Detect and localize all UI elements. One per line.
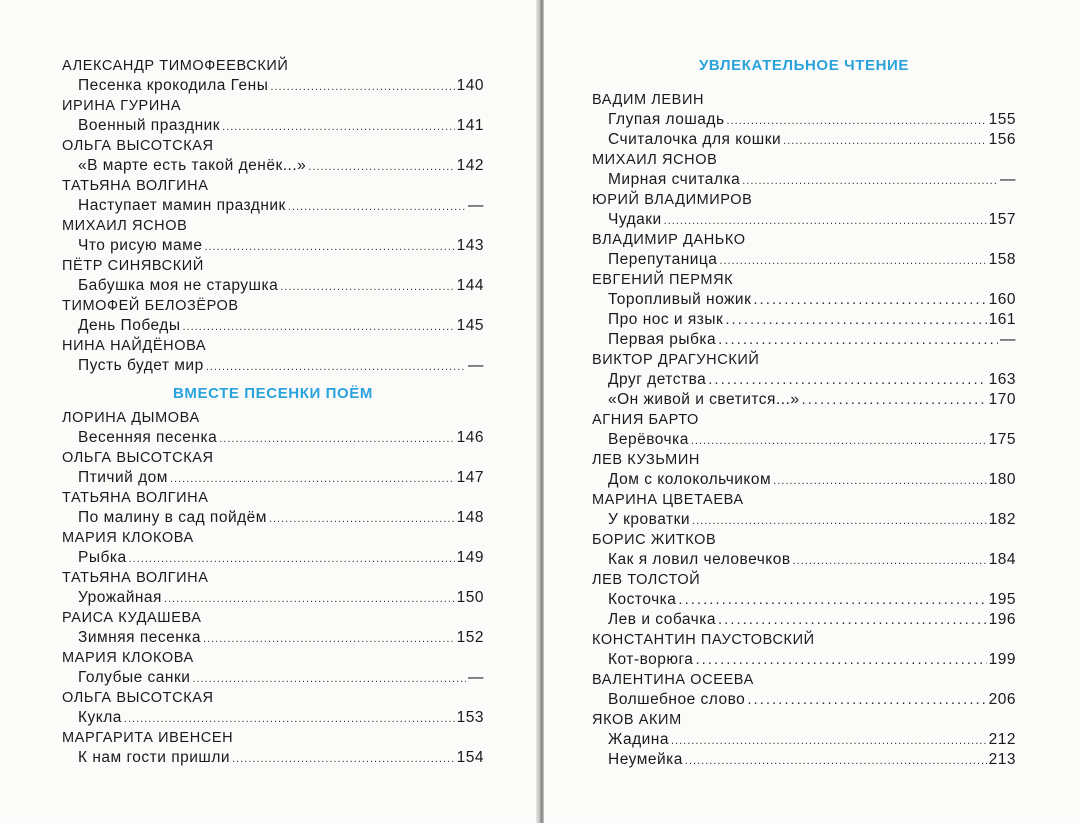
- toc-entry-page: —: [468, 357, 484, 374]
- toc-entry: [592, 110, 1016, 130]
- toc-entry-page: 196: [988, 611, 1016, 628]
- toc-entry-title: Мирная считалка: [608, 171, 741, 188]
- toc-entry-page: 140: [456, 77, 484, 94]
- dot-leader: [232, 749, 455, 769]
- toc-entry: [592, 750, 1016, 770]
- toc-entry: [592, 290, 1016, 310]
- right-section-heading-block: [592, 56, 1016, 90]
- toc-entry-page: 184: [988, 551, 1016, 568]
- toc-author: ЮРИЙ ВЛАДИМИРОВ: [592, 192, 753, 208]
- toc-entry-page: 146: [456, 429, 484, 446]
- toc-entry-page: 150: [456, 589, 484, 606]
- toc-entry-page: 161: [988, 311, 1016, 328]
- toc-entry: [592, 470, 1016, 490]
- toc-entry-title: Считалочка для кошки: [608, 131, 782, 148]
- toc-entry-title: Что рисую маме: [78, 237, 203, 254]
- toc-entry: [62, 508, 484, 528]
- toc-entry-title: Песенка крокодила Гены: [78, 77, 269, 94]
- dot-leader: [747, 690, 986, 710]
- dot-leader: [718, 330, 998, 350]
- toc-entry: [62, 316, 484, 336]
- toc-author: ВИКТОР ДРАГУНСКИЙ: [592, 352, 760, 368]
- toc-entry-page: 142: [456, 157, 484, 174]
- toc-entry-title: К нам гости пришли: [78, 749, 231, 766]
- toc-entry: [62, 76, 484, 96]
- left-toc-column: [62, 56, 484, 768]
- toc-entry: [62, 628, 484, 648]
- toc-entry: [62, 196, 484, 216]
- toc-entry-page: 195: [988, 591, 1016, 608]
- toc-entry-page: 153: [456, 709, 484, 726]
- toc-entry: [62, 156, 484, 176]
- right-page: [544, 0, 1080, 823]
- toc-entry-title: Как я ловил человечков: [608, 551, 791, 568]
- toc-entry: [62, 708, 484, 728]
- toc-author: ТАТЬЯНА ВОЛГИНА: [62, 490, 209, 506]
- dot-leader: [692, 511, 987, 531]
- toc-author: МИХАИЛ ЯСНОВ: [62, 218, 188, 234]
- toc-entry-page: 158: [988, 251, 1016, 268]
- toc-author: ВАЛЕНТИНА ОСЕЕВА: [592, 672, 754, 688]
- toc-author: НИНА НАЙДЁНОВА: [62, 338, 207, 354]
- toc-author: ТАТЬЯНА ВОЛГИНА: [62, 178, 209, 194]
- dot-leader: [222, 117, 455, 137]
- toc-entry: [62, 468, 484, 488]
- dot-leader: [170, 469, 455, 489]
- toc-entry: [592, 130, 1016, 150]
- dot-leader: [129, 549, 455, 569]
- dot-leader: [695, 650, 986, 670]
- toc-entry-title: Друг детства: [608, 371, 707, 388]
- toc-entry: [592, 310, 1016, 330]
- toc-entry-page: 170: [988, 391, 1016, 408]
- dot-leader: [708, 370, 986, 390]
- toc-entry: [62, 428, 484, 448]
- toc-entry: [592, 330, 1016, 350]
- toc-entry-title: Кукла: [78, 709, 122, 726]
- toc-entry: [592, 210, 1016, 230]
- toc-entry-title: Косточка: [608, 591, 677, 608]
- toc-entry: [62, 588, 484, 608]
- toc-entry: [592, 590, 1016, 610]
- toc-author: АГНИЯ БАРТО: [592, 412, 699, 428]
- dot-leader: [192, 669, 466, 689]
- toc-entry-page: 145: [456, 317, 484, 334]
- dot-leader: [742, 171, 998, 191]
- dot-leader: [164, 589, 455, 609]
- dot-leader: [664, 211, 987, 231]
- toc-author: ЛЕВ ТОЛСТОЙ: [592, 572, 701, 588]
- toc-author: МАРИЯ КЛОКОВА: [62, 530, 194, 546]
- toc-author: ОЛЬГА ВЫСОТСКАЯ: [62, 690, 214, 706]
- toc-author: ЯКОВ АКИМ: [592, 712, 682, 728]
- toc-entry-title: Дом с колокольчиком: [608, 471, 772, 488]
- toc-entry-title: По малину в сад пойдём: [78, 509, 267, 526]
- dot-leader: [801, 390, 986, 410]
- toc-entry: [592, 170, 1016, 190]
- toc-author: ВАДИМ ЛЕВИН: [592, 92, 705, 108]
- dot-leader: [773, 471, 986, 491]
- toc-entry-title: «В марте есть такой денёк...»: [78, 157, 307, 174]
- toc-entry: [592, 610, 1016, 630]
- dot-leader: [671, 731, 987, 751]
- toc-entry-title: Зимняя песенка: [78, 629, 202, 646]
- toc-entry-title: Жадина: [608, 731, 669, 748]
- dot-leader: [793, 551, 987, 571]
- dot-leader: [270, 77, 454, 97]
- toc-entry-page: 148: [456, 509, 484, 526]
- toc-entry-page: 144: [456, 277, 484, 294]
- toc-entry-page: 152: [456, 629, 484, 646]
- toc-author: ЛЕВ КУЗЬМИН: [592, 452, 700, 468]
- dot-leader: [685, 751, 987, 771]
- dot-leader: [204, 237, 454, 257]
- toc-entry: [592, 390, 1016, 410]
- toc-entry: [592, 430, 1016, 450]
- toc-author: МАРИНА ЦВЕТАЕВА: [592, 492, 744, 508]
- toc-entry-title: Неумейка: [608, 751, 683, 768]
- toc-entry: [62, 668, 484, 688]
- dot-leader: [308, 157, 454, 177]
- toc-entry-page: 157: [988, 211, 1016, 228]
- toc-entry: [592, 650, 1016, 670]
- dot-leader: [183, 317, 455, 337]
- section-heading: УВЛЕКАТЕЛЬНОЕ ЧТЕНИЕ: [698, 57, 910, 74]
- toc-entry-title: Птичий дом: [78, 469, 168, 486]
- toc-entry-page: 213: [988, 751, 1016, 768]
- toc-entry-page: 199: [988, 651, 1016, 668]
- dot-leader: [288, 197, 466, 217]
- dot-leader: [691, 431, 987, 451]
- toc-entry: [62, 116, 484, 136]
- toc-entry: [62, 356, 484, 376]
- toc-author: ЛОРИНА ДЫМОВА: [62, 410, 200, 426]
- toc-author: МАРГАРИТА ИВЕНСЕН: [62, 730, 234, 746]
- toc-entry-page: 160: [988, 291, 1016, 308]
- toc-entry-page: 175: [988, 431, 1016, 448]
- toc-entry-title: Кот-ворюга: [608, 651, 694, 668]
- toc-entry-title: Верёвочка: [608, 431, 689, 448]
- toc-entry-title: Рыбка: [78, 549, 127, 566]
- dot-leader: [753, 290, 986, 310]
- toc-author: МИХАИЛ ЯСНОВ: [592, 152, 718, 168]
- toc-entry-title: Голубые санки: [78, 669, 191, 686]
- toc-entry-title: Лев и собачка: [608, 611, 716, 628]
- dot-leader: [206, 357, 466, 377]
- toc-entry-page: —: [468, 197, 484, 214]
- toc-author: МАРИЯ КЛОКОВА: [62, 650, 194, 666]
- dot-leader: [280, 277, 454, 297]
- dot-leader: [678, 590, 986, 610]
- dot-leader: [719, 251, 986, 271]
- toc-entry-title: Урожайная: [78, 589, 162, 606]
- toc-entry-title: Пусть будет мир: [78, 357, 204, 374]
- dot-leader: [219, 429, 454, 449]
- toc-entry-page: 147: [456, 469, 484, 486]
- toc-entry-title: Про нос и язык: [608, 311, 724, 328]
- toc-entry: [592, 730, 1016, 750]
- toc-entry: [62, 276, 484, 296]
- dot-leader: [718, 610, 987, 630]
- toc-entry-page: —: [1000, 171, 1016, 188]
- toc-entry-page: —: [1000, 331, 1016, 348]
- toc-author: РАИСА КУДАШЕВА: [62, 610, 202, 626]
- toc-entry-title: «Он живой и светится...»: [608, 391, 800, 408]
- dot-leader: [725, 310, 986, 330]
- toc-author: ИРИНА ГУРИНА: [62, 98, 182, 114]
- section-heading: ВМЕСТЕ ПЕСЕНКИ ПОЁМ: [172, 385, 374, 402]
- toc-entry-page: 149: [456, 549, 484, 566]
- toc-entry-title: Чудаки: [608, 211, 662, 228]
- toc-entry-title: У кроватки: [608, 511, 691, 528]
- toc-entry-title: Волшебное слово: [608, 691, 746, 708]
- toc-entry-title: Бабушка моя не старушка: [78, 277, 279, 294]
- right-toc-column: [592, 56, 1016, 770]
- toc-entry-page: 206: [988, 691, 1016, 708]
- toc-entry-page: —: [468, 669, 484, 686]
- toc-entry: [592, 370, 1016, 390]
- toc-entry: [62, 748, 484, 768]
- toc-entry-title: Наступает мамин праздник: [78, 197, 286, 214]
- toc-entry-page: 143: [456, 237, 484, 254]
- toc-author: АЛЕКСАНДР ТИМОФЕЕВСКИЙ: [62, 58, 289, 74]
- toc-author: КОНСТАНТИН ПАУСТОВСКИЙ: [592, 632, 815, 648]
- toc-entry-page: 156: [988, 131, 1016, 148]
- toc-entry-page: 212: [988, 731, 1016, 748]
- toc-entry-page: 155: [988, 111, 1016, 128]
- dot-leader: [124, 709, 455, 729]
- toc-author: ОЛЬГА ВЫСОТСКАЯ: [62, 138, 214, 154]
- dot-leader: [203, 629, 455, 649]
- toc-entry: [592, 510, 1016, 530]
- dot-leader: [269, 509, 455, 529]
- toc-entry: [62, 548, 484, 568]
- toc-entry-title: Военный праздник: [78, 117, 221, 134]
- toc-entry-title: Глупая лошадь: [608, 111, 725, 128]
- toc-author: ЕВГЕНИЙ ПЕРМЯК: [592, 272, 734, 288]
- toc-entry-page: 182: [988, 511, 1016, 528]
- toc-entry-page: 180: [988, 471, 1016, 488]
- toc-entry-title: Первая рыбка: [608, 331, 717, 348]
- left-page: [0, 0, 538, 823]
- toc-entry: [592, 250, 1016, 270]
- toc-entry-page: 141: [456, 117, 484, 134]
- toc-entry: [62, 236, 484, 256]
- dot-leader: [783, 131, 986, 151]
- toc-author: ТАТЬЯНА ВОЛГИНА: [62, 570, 209, 586]
- toc-entry-page: 163: [988, 371, 1016, 388]
- dot-leader: [727, 111, 987, 131]
- toc-entry-title: Весенняя песенка: [78, 429, 218, 446]
- toc-entry-title: Торопливый ножик: [608, 291, 752, 308]
- toc-author: ОЛЬГА ВЫСОТСКАЯ: [62, 450, 214, 466]
- toc-entry-title: Перепутаница: [608, 251, 718, 268]
- toc-author: БОРИС ЖИТКОВ: [592, 532, 717, 548]
- toc-author: ПЁТР СИНЯВСКИЙ: [62, 258, 204, 274]
- toc-author: ВЛАДИМИР ДАНЬКО: [592, 232, 746, 248]
- toc-author: ТИМОФЕЙ БЕЛОЗЁРОВ: [62, 298, 239, 314]
- toc-entry: [592, 690, 1016, 710]
- toc-entry-title: День Победы: [78, 317, 181, 334]
- toc-entry: [592, 550, 1016, 570]
- toc-entry-page: 154: [456, 749, 484, 766]
